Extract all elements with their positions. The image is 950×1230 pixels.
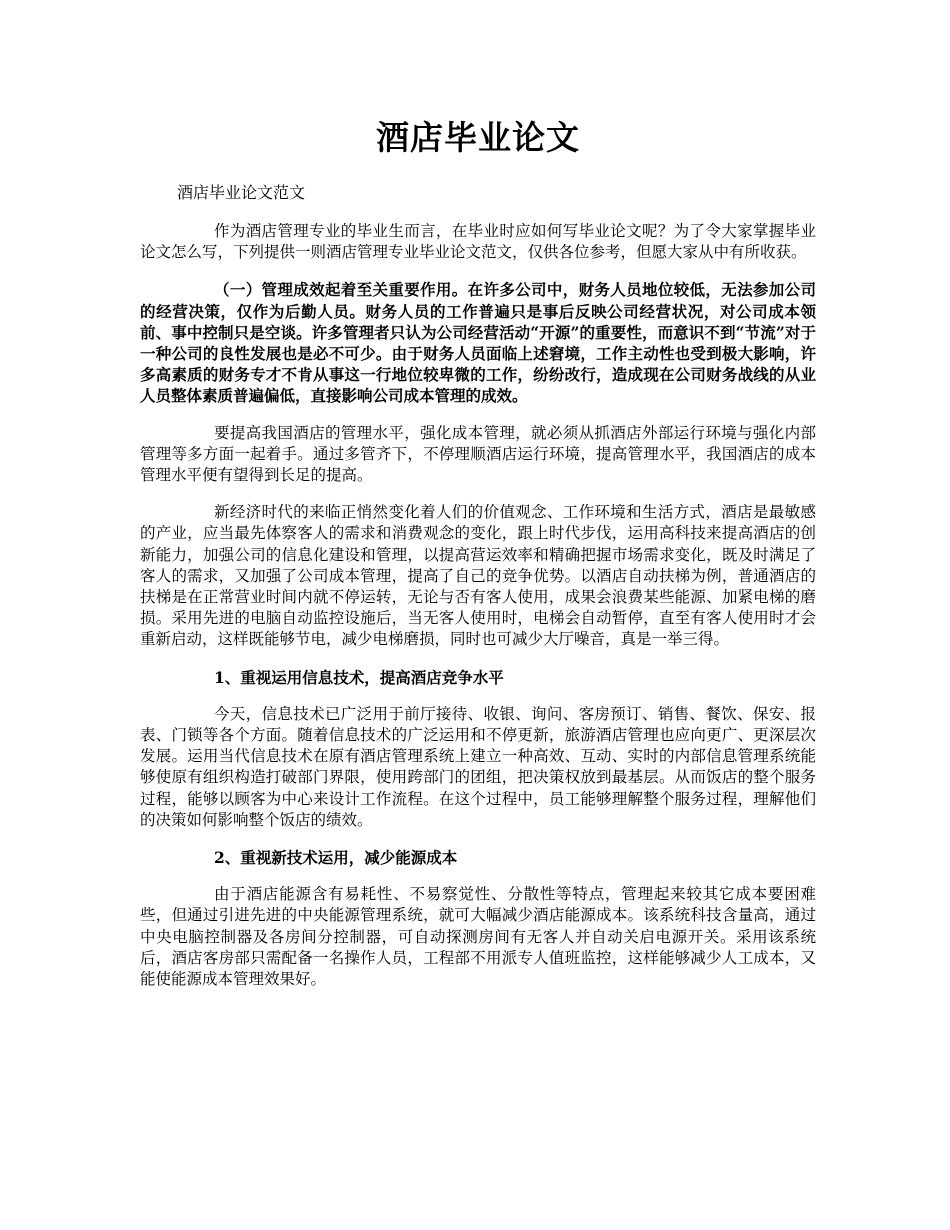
paragraph-improve-management: 要提高我国酒店的管理水平，强化成本管理，就必须从抓酒店外部运行环境与强化内部管理等多方面一起着手。通过多管齐下，不停理顺酒店运行环境，提高管理水平，我国酒店的成本管理水平便有望得到长足的提高。 — [140, 423, 816, 485]
paragraph-new-economy: 新经济时代的来临正悄然变化着人们的价值观念、工作环境和生活方式，酒店是最敏感的产业，应当最先体察客人的需求和消费观念的变化，跟上时代步伐，运用高科技来提高酒店的创新能力，加强公司的信息化建设和管理，以提高营运效率和精确把握市场需求变化，既及时满足了客人的需求，又加强了公司成本管理，提高了自己的竞争优势。以酒店自动扶梯为例，普通酒店的扶梯是在正常营业时间内就不停运转，无论与否有客人使用，成果会浪费某些能源、加紧电梯的磨损。采用先进的电脑自动监控设施后，当无客人使用时，电梯会自动暂停，直至有客人使用时才会重新启动，这样既能够节电，减少电梯磨损，同时也可减少大厅噪音，真是一举三得。 — [140, 503, 816, 649]
paragraph-information-technology: 今天，信息技术已广泛用于前厅接待、收银、询问、客房预订、销售、餐饮、保安、报表、门锁等各个方面。随着信息技术的广泛运用和不停更新，旅游酒店管理也应向更广、更深层次发展。运用当代信息技术在原有酒店管理系统上建立一种高效、互动、实时的内部信息管理系统能够使原有组织构造打破部门界限，使用跨部门的团组，把决策权放到最基层。从而饭店的整个服务过程，能够以顾客为中心来设计工作流程。在这个过程中，员工能够理解整个服务过程，理解他们的决策如何影响整个饭店的绩效。 — [140, 704, 816, 829]
paragraph-intro: 作为酒店管理专业的毕业生而言，在毕业时应如何写毕业论文呢？为了令大家掌握毕业论文怎么写，下列提供一则酒店管理专业毕业论文范文，仅供各位参考，但愿大家从中有所收获。 — [140, 222, 816, 262]
paragraph-energy-cost: 由于酒店能源含有易耗性、不易察觉性、分散性等特点，管理起来较其它成本要困难些，但通过引进先进的中央能源管理系统，就可大幅减少酒店能源成本。该系统科技含量高，通过中央电脑控制器及各房间分控制器，可自动探测房间有无客人并自动关启电源开关。采用该系统后，酒店客房部只需配备一名操作人员，工程部不用派专人值班监控，这样能够减少人工成本，又能使能源成本管理效果好。 — [140, 885, 816, 989]
paragraph-management-effect: （一）管理成效起着至关重要作用。在许多公司中，财务人员地位较低，无法参加公司的经营决策，仅作为后勤人员。财务人员的工作普遍只是事后反映公司经营状况，对公司成本领前、事中控制只是空谈。许多管理者只认为公司经营活动“开源”的重要性，而意识不到“节流”对于一种公司的良性发展也是必不可少。由于财务人员面临上述窘境，工作主动性也受到极大影响，许多高素质的财务专才不肯从事这一行地位较卑微的工作，纷纷改行，造成现在公司财务战线的从业人员整体素质普遍偏低，直接影响公司成本管理的成效。 — [140, 280, 816, 406]
section-heading-1: 1、重视运用信息技术，提高酒店竞争水平 — [214, 667, 504, 687]
document-page — [140, 0, 816, 990]
section-heading-2: 2、重视新技术运用，减少能源成本 — [214, 848, 458, 868]
document-subtitle: 酒店毕业论文范文 — [177, 183, 306, 202]
document-title: 酒店毕业论文 — [376, 118, 580, 157]
